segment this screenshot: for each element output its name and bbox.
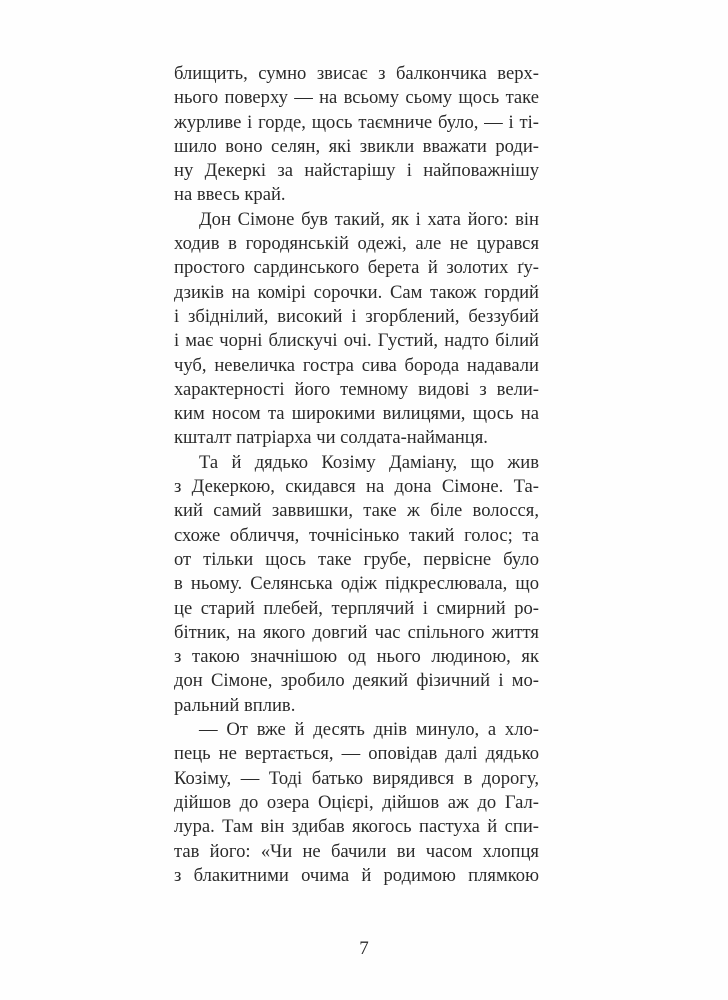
text-line: тав його: «Чи не бачили ви часом хлопця <box>174 840 539 862</box>
text-line: кшталт патріарха чи солдата-найманця. <box>174 427 488 449</box>
text-line: Та й дядько Козіму Даміану, що жив <box>199 451 539 473</box>
text-line: і має чорні блискучі очі. Густий, надто білий <box>174 330 539 352</box>
text-line: Козіму, — Тоді батько вирядився в дорогу, <box>174 767 539 789</box>
text-line: бітник, на якого довгий час спільного життя <box>174 621 539 643</box>
text-line: з блакитними очима й родимою плямкою <box>174 864 539 886</box>
text-line: дон Сімоне, зробило деякий фізичний і мо- <box>174 670 539 692</box>
text-line: ну Декеркі за найстарішу і найповажнішу <box>174 160 539 182</box>
page-number: 7 <box>359 938 369 959</box>
text-line: лура. Там він здибав якогось пастуха й спи- <box>174 816 539 838</box>
text-line: блищить, сумно звисає з балкончика верх- <box>174 63 539 84</box>
text-line: в ньому. Селянська одіж підкреслювала, що <box>174 573 539 595</box>
text-line: і збіднілий, високий і згорблений, беззубий <box>174 305 539 327</box>
text-line: схоже обличчя, точнісінько такий голос; та <box>174 524 539 546</box>
text-line: шило воно селян, які звикли вважати роди- <box>174 135 539 157</box>
text-line: ходив в городянській одежі, але не цурався <box>174 233 539 255</box>
text-line: ким носом та широкими вилицями, щось на <box>174 403 539 425</box>
book-page-body <box>174 62 539 888</box>
text-line: чуб, невеличка гостра сива борода надавали <box>174 354 539 376</box>
text-line: дійшов до озера Оцієрі, дійшов аж до Гал- <box>174 791 539 813</box>
text-line: Дон Сімоне був такий, як і хата його: він <box>199 208 539 230</box>
text-line: ральний вплив. <box>174 694 296 716</box>
text-line: пець не вертається, — оповідав далі дядько <box>174 743 539 765</box>
text-line: кий самий заввишки, таке ж біле волосся, <box>174 500 539 522</box>
text-line: нього поверху — на всьому сьому щось таке <box>174 87 539 109</box>
text-line: з такою значнішою од нього людиною, як <box>174 646 539 668</box>
text-line: от тільки щось таке грубе, первісне було <box>174 548 539 570</box>
text-line: це старий плебей, терплячий і смирний ро- <box>174 597 539 619</box>
text-line: з Декеркою, скидався на дона Сімоне. Та- <box>174 476 539 498</box>
text-line: простого сардинського берета й золотих ґу- <box>174 257 539 279</box>
text-line: на ввесь край. <box>174 184 286 206</box>
text-line: характерності його темному видові з вели- <box>174 378 539 400</box>
text-line: журливе і горде, щось таємниче було, — і ті- <box>174 111 539 133</box>
text-line: — От вже й десять днів минуло, а хло- <box>199 719 539 741</box>
text-line: дзиків на комірі сорочки. Сам також гордий <box>174 281 539 303</box>
